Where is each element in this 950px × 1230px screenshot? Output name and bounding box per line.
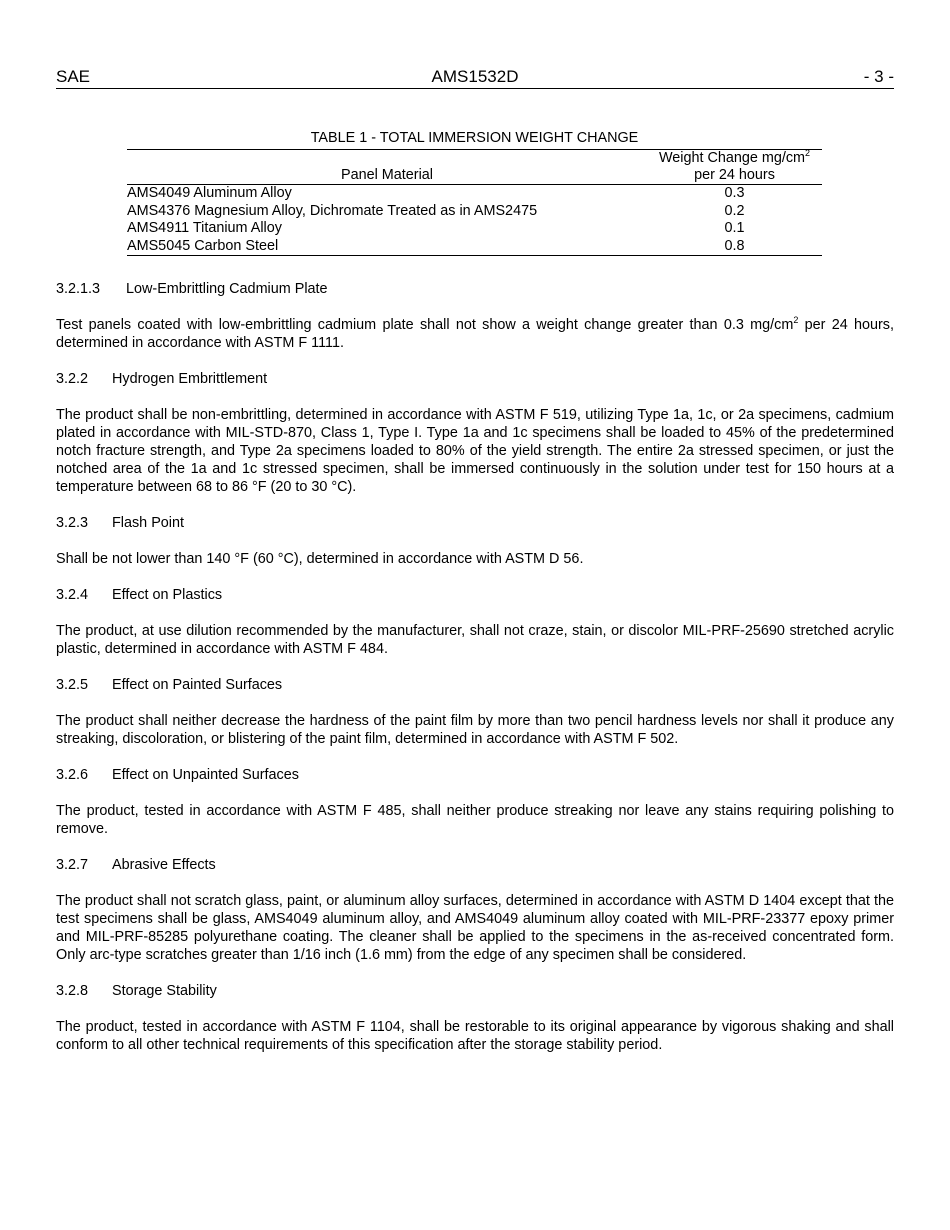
header-weight-change-sup: 2 <box>805 148 811 158</box>
section-heading-3-2-4 <box>56 586 894 604</box>
section-title: Hydrogen Embrittlement <box>112 371 268 387</box>
page-header <box>56 66 894 89</box>
row-material: AMS4049 Aluminum Alloy <box>127 185 292 201</box>
section-paragraph-3-2-1-3 <box>56 316 894 352</box>
row-value: 0.3 <box>724 185 745 201</box>
row-material: AMS4376 Magnesium Alloy, Dichromate Treated as in AMS2475 <box>127 202 538 219</box>
section-title: Effect on Painted Surfaces <box>112 677 283 693</box>
section-number: 3.2.7 <box>56 857 89 873</box>
weight-change-table <box>127 149 822 256</box>
section-number: 3.2.8 <box>56 983 89 999</box>
section-heading-3-2-1-3 <box>56 280 894 298</box>
section-paragraph-3-2-6: The product, tested in accordance with ASTM F 485, shall neither produce streaking nor leave any stains requiring polishing to remove. <box>56 803 894 837</box>
section-heading-3-2-2 <box>56 370 894 388</box>
section-title: Low-Embrittling Cadmium Plate <box>126 281 328 297</box>
section-paragraph-3-2-5: The product shall neither decrease the hardness of the paint film by more than two pencil hardness levels nor shall it produce any streaking, discoloration, or blistering of the paint film, determined in accordance with ASTM F 502. <box>56 713 894 747</box>
row-value: 0.1 <box>724 220 745 236</box>
section-heading-3-2-7 <box>56 856 894 874</box>
section-heading-3-2-8 <box>56 982 894 1000</box>
section-title: Effect on Unpainted Surfaces <box>112 767 299 783</box>
section-paragraph-3-2-7: The product shall not scratch glass, paint, or aluminum alloy surfaces, determined in accordance with ASTM D 1404 except that the test specimens shall be glass, AMS4049 aluminum alloy, and AMS4049 aluminum alloy coated with MIL-PRF-23377 epoxy primer and MIL-PRF-85285 polyurethane coating. The cleaner shall be applied to the specimens in the as-received concentrated form. Only arc-type scratches greater than 1/16 inch (1.6 mm) from the edge of any specimen shall be considered. <box>56 893 894 963</box>
section-paragraph-3-2-2: The product shall be non-embrittling, determined in accordance with ASTM F 519, utilizing Type 1a, 1c, or 2a specimens, cadmium plated in accordance with MIL-STD-870, Class 1, Type I. Type 1a and 1c specimens shall be loaded to 45% of the predetermined notch fracture strength, and Type 2a specimens loaded to 80% of the yield strength. The entire 2a stressed specimen, or just the notched area of the 1a and 1c stressed specimen, shall be immersed continuously in the solution under test for 150 hours at a temperature between 68 to 86 °F (20 to 30 °C). <box>56 407 894 495</box>
row-material: AMS4911 Titanium Alloy <box>127 220 282 236</box>
section-heading-3-2-6 <box>56 766 894 784</box>
header-weight-change <box>647 150 822 185</box>
paragraph-text-a: Test panels coated with low-embrittling cadmium plate shall not show a weight change greater than 0.3 mg/cm <box>56 317 794 333</box>
row-value: 0.8 <box>724 237 745 254</box>
section-title: Flash Point <box>112 515 184 531</box>
section-number: 3.2.1.3 <box>56 281 101 297</box>
row-value: 0.2 <box>724 202 745 219</box>
section-heading-3-2-5 <box>56 676 894 694</box>
table-row <box>127 185 822 203</box>
row-material: AMS5045 Carbon Steel <box>127 237 279 254</box>
section-title: Abrasive Effects <box>112 857 216 873</box>
paragraph-sup: 2 <box>793 315 799 325</box>
section-heading-3-2-3 <box>56 514 894 532</box>
section-number: 3.2.3 <box>56 515 89 531</box>
section-number: 3.2.4 <box>56 587 89 603</box>
document-body <box>56 280 894 1054</box>
header-doc-number: AMS1532D <box>431 67 519 86</box>
section-paragraph-3-2-8: The product, tested in accordance with ASTM F 1104, shall be restorable to its original appearance by vigorous shaking and shall conform to all other technical requirements of this specification after the storage stability period. <box>56 1019 894 1053</box>
table-1 <box>127 128 822 256</box>
section-number: 3.2.6 <box>56 767 89 783</box>
header-weight-change-line2: per 24 hours <box>694 167 775 183</box>
table-row <box>127 203 822 221</box>
table-row <box>127 238 822 256</box>
paragraph-text-b: per 24 hours, determined in accordance with ASTM F 1111. <box>56 317 894 351</box>
section-paragraph-3-2-4: The product, at use dilution recommended by the manufacturer, shall not craze, stain, or discolor MIL-PRF-25690 stretched acrylic plastic, determined in accordance with ASTM F 484. <box>56 623 894 657</box>
section-number: 3.2.5 <box>56 677 89 693</box>
section-title: Storage Stability <box>112 983 217 999</box>
header-weight-change-line1: Weight Change mg/cm <box>658 150 806 166</box>
section-number: 3.2.2 <box>56 371 89 387</box>
table-header-row <box>127 150 822 185</box>
header-org: SAE <box>56 67 91 86</box>
section-paragraph-3-2-3: Shall be not lower than 140 °F (60 °C), determined in accordance with ASTM D 56. <box>56 551 584 567</box>
table-title: TABLE 1 - TOTAL IMMERSION WEIGHT CHANGE <box>310 130 639 146</box>
section-title: Effect on Plastics <box>112 587 223 603</box>
header-page-number: - 3 - <box>863 67 894 86</box>
table-row <box>127 220 822 238</box>
header-panel-material: Panel Material <box>127 150 647 185</box>
